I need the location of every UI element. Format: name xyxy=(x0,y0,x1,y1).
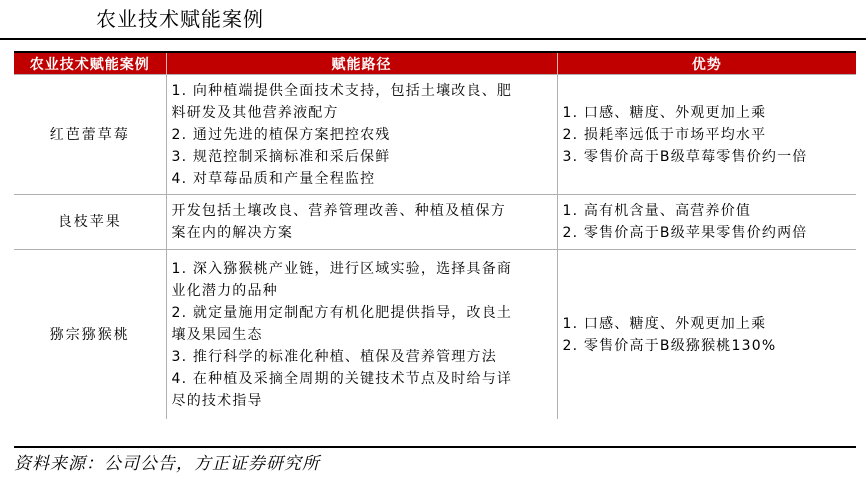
path-line: 3. 推行科学的标准化种植、植保及营养管理方法 xyxy=(171,348,497,365)
case-name: 红芭蕾草莓 xyxy=(14,75,166,195)
path-cell xyxy=(166,195,557,250)
header-case: 农业技术赋能案例 xyxy=(14,53,166,75)
advantage-cell xyxy=(557,75,856,195)
header-advantage: 优势 xyxy=(557,53,856,75)
path-line: 尽的技术指导 xyxy=(171,392,263,409)
path-line: 开发包括土壤改良、营养管理改善、种植及植保方 xyxy=(171,203,506,219)
path-line: 业化潜力的品种 xyxy=(171,282,278,299)
title-divider xyxy=(0,38,866,40)
advantage-line: 3. 零售价高于B级草莓零售价约一倍 xyxy=(562,148,808,165)
advantage-line: 1. 高有机含量、高营养价值 xyxy=(562,203,752,219)
advantage-line: 1. 口感、糖度、外观更加上乘 xyxy=(562,104,767,121)
path-line: 4. 对草莓品质和产量全程监控 xyxy=(171,170,376,187)
table-row xyxy=(14,75,856,195)
table-row xyxy=(14,250,856,420)
source-note: 资料来源：公司公告，方正证券研究所 xyxy=(14,454,320,474)
page-title: 农业技术赋能案例 xyxy=(96,7,264,31)
advantage-cell xyxy=(557,195,856,250)
path-line: 4. 在种植及采摘全周期的关键技术节点及时给与详 xyxy=(171,370,513,387)
advantage-line: 1. 口感、糖度、外观更加上乘 xyxy=(562,315,767,332)
path-line: 3. 规范控制采摘标准和采后保鲜 xyxy=(171,148,391,165)
table-row xyxy=(14,195,856,250)
path-line: 1. 向种植端提供全面技术支持，包括土壤改良、肥 xyxy=(171,82,513,99)
advantage-line: 2. 零售价高于B级苹果零售价约两倍 xyxy=(562,225,808,241)
path-line: 料研发及其他营养液配方 xyxy=(171,104,339,121)
table-header-row xyxy=(14,53,856,75)
case-table xyxy=(14,53,856,419)
path-cell xyxy=(166,250,557,420)
case-name: 良枝苹果 xyxy=(14,195,166,250)
advantage-line: 2. 零售价高于B级猕猴桃130% xyxy=(562,337,777,354)
path-line: 2. 就定量施用定制配方有机化肥提供指导，改良土 xyxy=(171,304,513,321)
path-line: 案在内的解决方案 xyxy=(171,225,294,241)
advantage-cell xyxy=(557,250,856,420)
table-bottom-rule xyxy=(14,446,856,448)
header-path: 赋能路径 xyxy=(166,53,557,75)
advantage-line: 2. 损耗率远低于市场平均水平 xyxy=(562,126,767,143)
case-name: 猕宗猕猴桃 xyxy=(14,250,166,420)
path-line: 2. 通过先进的植保方案把控农残 xyxy=(171,126,391,143)
path-line: 壤及果园生态 xyxy=(171,326,263,343)
path-line: 1. 深入猕猴桃产业链，进行区域实验，选择具备商 xyxy=(171,260,513,277)
path-cell xyxy=(166,75,557,195)
